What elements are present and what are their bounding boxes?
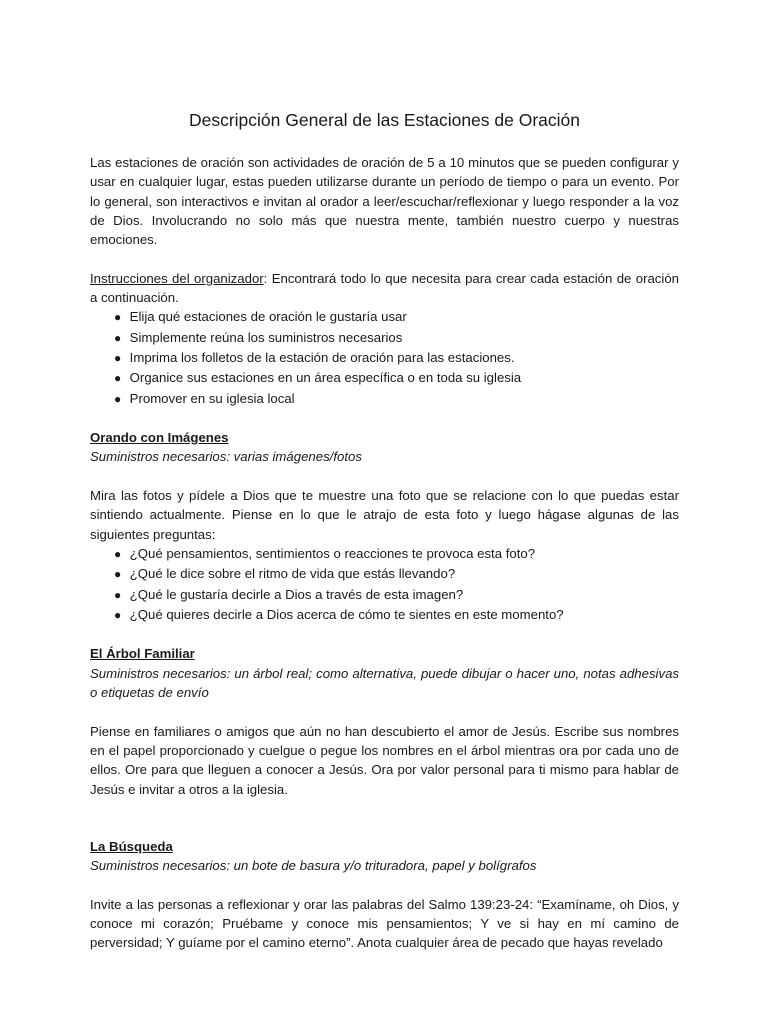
list-item: ● Organice sus estaciones en un área específica o en toda su iglesia bbox=[114, 368, 679, 388]
document-title: Descripción General de las Estaciones de Oración bbox=[188, 110, 581, 130]
list-item: ● ¿Qué le gustaría decirle a Dios a través de esta imagen? bbox=[114, 585, 679, 605]
list-item: ● ¿Qué pensamientos, sentimientos o reacciones te provoca esta foto? bbox=[114, 544, 679, 564]
bullet-icon: ● bbox=[114, 607, 122, 622]
list-item: ● ¿Qué le dice sobre el ritmo de vida que estás llevando? bbox=[114, 564, 679, 584]
list-item: ● Simplemente reúna los suministros necesarios bbox=[114, 328, 679, 348]
question-list bbox=[90, 544, 679, 625]
list-item: ● Promover en su iglesia local bbox=[114, 389, 679, 409]
bullet-icon: ● bbox=[114, 350, 122, 365]
organizer-instructions bbox=[90, 269, 679, 308]
list-item: ● Elija qué estaciones de oración le gustaría usar bbox=[114, 307, 679, 327]
bullet-icon: ● bbox=[114, 546, 122, 561]
supplies-line: Suministros necesarios: un bote de basura y/o trituradora, papel y bolígrafos bbox=[90, 858, 537, 874]
intro-paragraph: Las estaciones de oración son actividades de oración de 5 a 10 minutos que se pueden configurar y usar en cualquier lugar, estas pueden utilizarse durante un período de tiempo o para un evento. Por lo general, son interactivos e invitan al orador a leer/escuchar/reflexionar y luego responder a la voz de Dios. Involucrando no solo más que nuestra mente, también nuestro cuerpo y nuestras emociones. bbox=[90, 155, 679, 248]
supplies-line: Suministros necesarios: varias imágenes/fotos bbox=[90, 449, 362, 465]
organizer-text: : Encontrará todo lo que necesita para crear cada estación de oración a continuación. bbox=[90, 270, 679, 306]
organizer-label: Instrucciones del organizador bbox=[90, 270, 264, 286]
bullet-icon: ● bbox=[114, 567, 122, 582]
section-heading: El Árbol Familiar bbox=[90, 646, 195, 662]
list-item: ● Imprima los folletos de la estación de oración para las estaciones. bbox=[114, 348, 679, 368]
bullet-icon: ● bbox=[114, 371, 122, 386]
bullet-icon: ● bbox=[114, 587, 122, 602]
bullet-icon: ● bbox=[114, 310, 122, 325]
section-paragraph: Mira las fotos y pídele a Dios que te muestre una foto que se relacione con lo que puedas estar sintiendo actualmente. Piense en lo que le atrajo de esta foto y luego hágase algunas de las siguientes preguntas: bbox=[90, 488, 679, 542]
bullet-icon: ● bbox=[114, 391, 122, 406]
section-heading: La Búsqueda bbox=[90, 838, 173, 854]
section-heading: Orando con Imágenes bbox=[90, 430, 229, 446]
section-paragraph: Invite a las personas a reflexionar y orar las palabras del Salmo 139:23-24: “Examíname, oh Dios, y conoce mi corazón; Pruébame y conoce mis pensamientos; Y ve si hay en mí camino de perversidad; Y guíame por el camino eterno”. Anota cualquier área de pecado que hayas revelado bbox=[90, 896, 679, 951]
supplies-line: Suministros necesarios: un árbol real; como alternativa, puede dibujar o hacer uno, notas adhesivas o etiquetas de envío bbox=[90, 665, 679, 701]
organizer-list bbox=[90, 307, 679, 408]
bullet-icon: ● bbox=[114, 330, 122, 345]
section-paragraph: Piense en familiares o amigos que aún no han descubierto el amor de Jesús. Escribe sus nombres en el papel proporcionado y cuelgue o pegue los nombres en el árbol mientras ora por cada uno de ellos. Ore para que lleguen a conocer a Jesús. Ora por valor personal para ti mismo para hablar de Jesús e invitar a otros a la iglesia. bbox=[90, 723, 679, 797]
list-item: ● ¿Qué quieres decirle a Dios acerca de cómo te sientes en este momento? bbox=[114, 605, 679, 625]
